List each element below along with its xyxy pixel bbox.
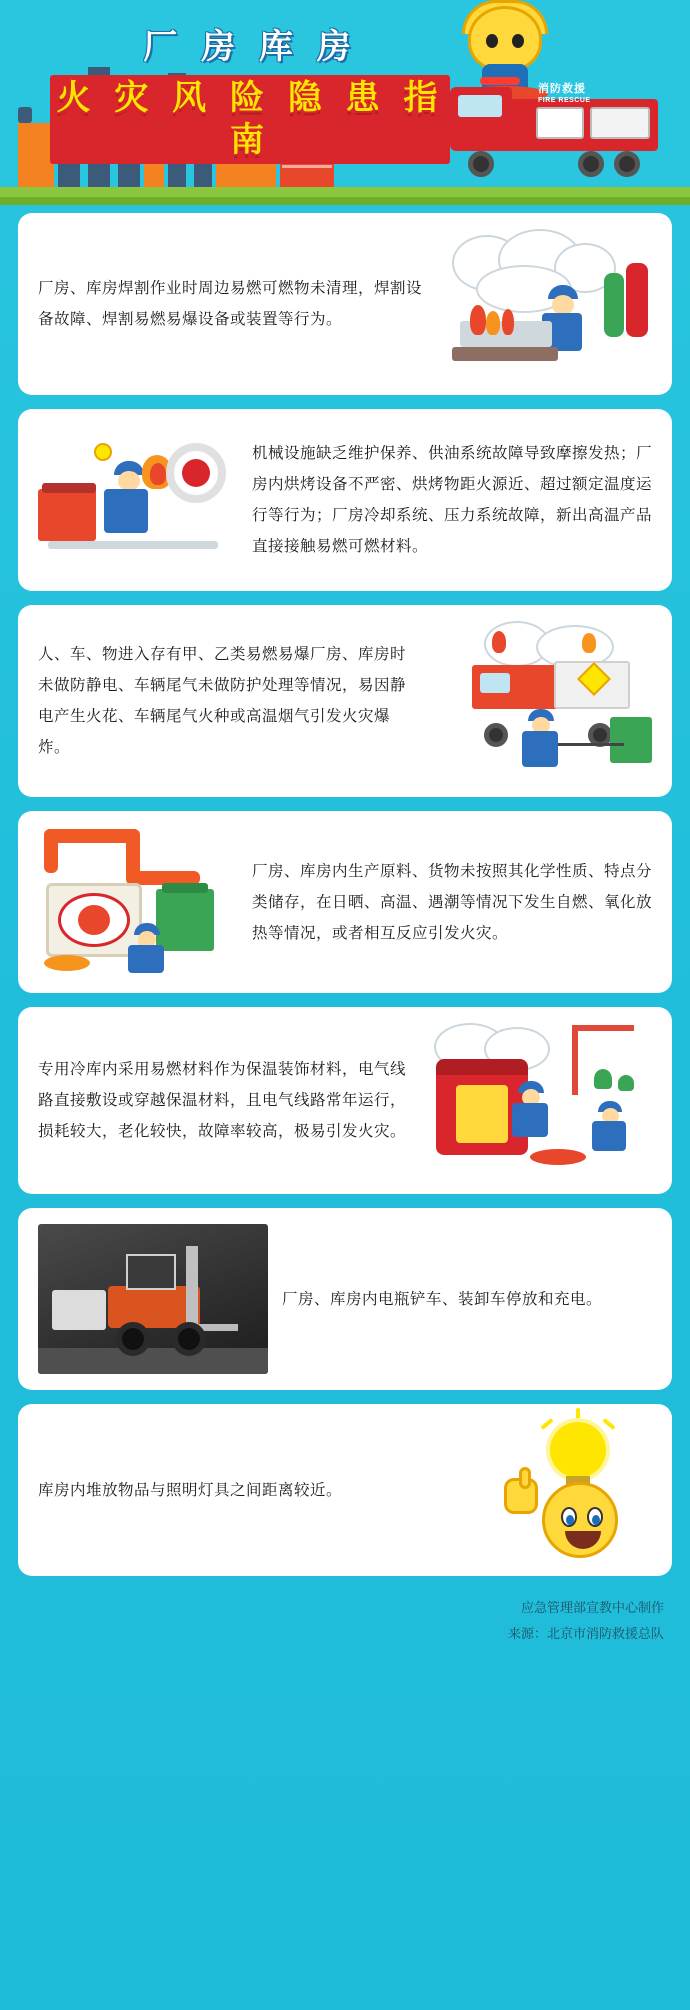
bulb-smiley-scene-illustration	[502, 1420, 652, 1560]
truck-static-scene-illustration	[432, 621, 652, 781]
title-line-2: 火 灾 风 险 隐 患 指 南	[50, 75, 450, 164]
footer	[0, 1590, 690, 1666]
card-forklift-charging	[18, 1208, 672, 1390]
welding-scene-illustration	[442, 229, 652, 379]
card-storage-classification-text: 厂房、库房内生产原料、货物未按照其化学性质、特点分类储存，在日晒、高温、遇潮等情况下发生自燃、氧化放热等情况，或者相互反应引发火灾。	[252, 861, 653, 942]
fire-truck-label: 消防救援 FIRE RESCUE	[538, 83, 591, 104]
card-list	[0, 205, 690, 1576]
smiley-face-icon	[542, 1482, 618, 1558]
card-storage-classification	[18, 811, 672, 993]
chemical-storage-scene-illustration	[38, 827, 238, 977]
card-machinery	[18, 409, 672, 591]
light-bulb-icon	[550, 1422, 606, 1478]
pointing-hand-icon	[504, 1478, 538, 1514]
machinery-scene-illustration	[38, 425, 238, 575]
fire-truck-illustration	[450, 69, 670, 179]
header-banner	[0, 0, 690, 205]
card-welding	[18, 213, 672, 395]
forklift-photo	[38, 1224, 268, 1374]
card-lighting-distance	[18, 1404, 672, 1576]
footer-source: 来源：北京市消防救援总队	[507, 1627, 664, 1642]
card-cold-storage	[18, 1007, 672, 1194]
card-lighting-distance-text: 库房内堆放物品与照明灯具之间距离较近。	[38, 1480, 343, 1499]
card-machinery-text: 机械设施缺乏维护保养、供油系统故障导致摩擦发热；厂房内烘烤设备不严密、烘烤物距火源近、超过额定温度运行等行为；厂房冷却系统、压力系统故障，新出高温产品直接接触易燃可燃材料。	[252, 444, 653, 555]
card-static-electricity	[18, 605, 672, 797]
footer-producer: 应急管理部宣教中心制作	[520, 1601, 664, 1616]
card-forklift-charging-text: 厂房、库房内电瓶铲车、装卸车停放和充电。	[282, 1289, 603, 1308]
card-welding-text: 厂房、库房焊割作业时周边易燃可燃物未清理，焊割设备故障、焊割易燃易爆设备或装置等行为。	[38, 279, 423, 328]
card-static-electricity-text: 人、车、物进入存有甲、乙类易燃易爆厂房、库房时未做防静电、车辆尾气未做防护处理等情况，易因静电产生火花、车辆尾气火种或高温烟气引发火灾爆炸。	[38, 645, 407, 756]
grass-divider	[0, 187, 690, 205]
page-title	[50, 26, 450, 164]
card-cold-storage-text: 专用冷库内采用易燃材料作为保温装饰材料，电气线路直接敷设或穿越保温材料，且电气线路常年运行，损耗较大，老化较快，故障率较高，极易引发火灾。	[38, 1060, 407, 1140]
title-line-1: 厂 房 库 房	[143, 27, 357, 67]
cold-storage-scene-illustration	[422, 1023, 652, 1178]
